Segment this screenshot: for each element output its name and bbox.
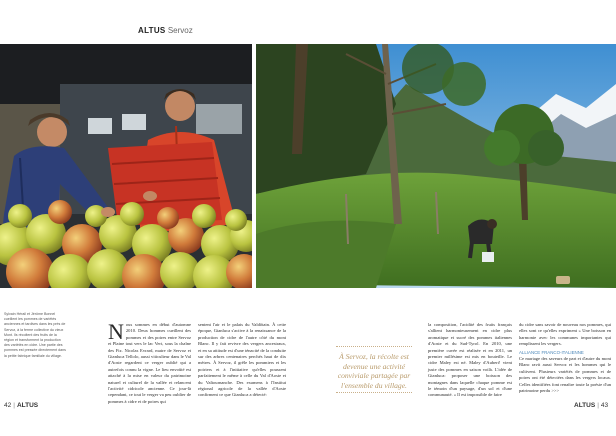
page-number-left: 42 (4, 402, 12, 409)
drop-cap: N (108, 319, 124, 344)
subheading: ALLIANCE FRANCO-ITALIENNE (519, 349, 584, 355)
footer-right: ALTUS | 43 (574, 402, 609, 409)
article-column-1 (108, 319, 191, 405)
column-4-text-b: Ce mariage des saveurs de part et d'autre du mont Blanc ravit aussi Servoz et les hommes qui le cultivent. Plusieurs variétés de pommes et de poires ont été détectées dans les vergers locaux. Celles identifiées font renaître toute la poésie d'un patrimoine perdu >>> (519, 356, 611, 394)
pullquote-rule-top (336, 346, 412, 347)
footer-brand-right: ALTUS (574, 402, 596, 409)
article-column-2: sentent l'air et le palais du Valdôtain. À cette époque, Gianluca s'active à la renaissance de la production de cidre de l'autre côté du mont Blanc. Il y fait revivre des vergers ancestraux, et en sa attitude est d'une ténacité de la conduite sur des arbres centenaires perchés haut de dix mètres. À Servoz, il grêle les pommiers et les poiriers et à l'initiative qu'elles poussent parfaitement le même à celle du Val d'Aoste et du Valtournanche. Des examens à l'Institut régional agricole de la vallée d'Aoste confirment ce que Gianluca a détecté: (198, 322, 286, 398)
photo-orchard (256, 44, 616, 288)
apple-harvest-image (0, 44, 252, 288)
article-column-3: la composition, l'acidité des fruits français s'allient harmonieusement en cidre plus aromatique et sucré des pommes italiennes d'Aoste et du Sud-Tyrol. En 2010, une première cuvée est réalisée et en 2011, un premier millésime est mis en bouteille. Le cidre Maley est né. Maley d'Aubert! vient juste des pommes en saison voilà. L'idée de Gianluca: proposer une boisson des montagnes dans laquelle chaque pomme est le témoin d'un paysage, d'un sol et d'une communauté. « Il est impossible de faire (428, 322, 512, 398)
page-number-right: 43 (600, 402, 609, 409)
photo-apple-harvest (0, 44, 252, 288)
running-header (138, 26, 193, 35)
orchard-image (256, 44, 616, 288)
pullquote: À Servoz, la récolte est devenue une activité conviviale partagée par l'ensemble du village. (337, 352, 411, 390)
column-1-text: ous sommes en début d'automne 2010. Deux hommes cueillent des pommes et des poires entre Servoz et Plaine tout vers le lac Vert, sous la chaîne des Fiz. Nicolas Evrard, maire de Servoz et Gianluca Tellolo, aussi viticulteur dans le Val d'Aoste regardent ce verger oublié qui a autrefois connu la vigne. Le lieu envoûté est attaché à la mise en valeur du patrimoine naturel et culturel de la vallée et relancent l'activité cidricole ancienne. Ce jour-là cependant, ce tout le verger va peu oublier de pommes à cidre et de poires qui (108, 322, 191, 404)
photo-caption: Sylvain Hérail et Jérôme Bonnel cueillent les pommes de variétés anciennes et tardives dans les prés de Servoz, à la ferme collective du vieux Mont. Ils récoltent des fruits de la région et transforment la production des variétés en cidre. Une partie des pommes est pressée directement dans la petite fabrique familiale du village. (4, 312, 66, 358)
article-column-4 (519, 322, 611, 394)
column-4-text: du cidre sans savoir de nouveau nos pommes, qui elles sont ce qu'elles expriment » Une boisson en harmonie avec les communes importantes qui remplissent les vergers. (519, 322, 611, 347)
pullquote-rule-bottom (336, 392, 412, 393)
header-section: Servoz (167, 26, 193, 35)
header-brand: ALTUS (138, 26, 166, 35)
footer-brand-left: ALTUS (16, 402, 39, 409)
footer-left: 42 | ALTUS (4, 402, 39, 409)
